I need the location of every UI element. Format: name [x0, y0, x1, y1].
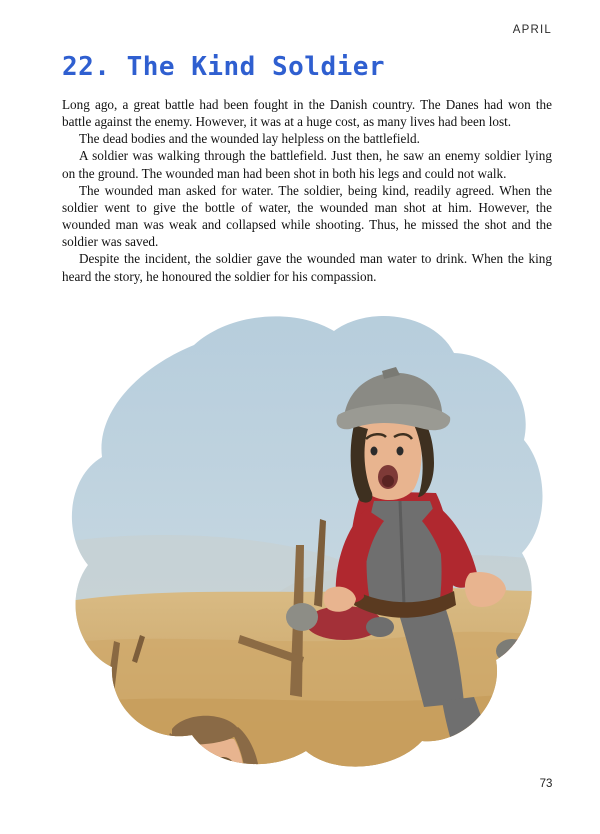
page-title: 22. The Kind Soldier — [62, 52, 386, 82]
paragraph: The dead bodies and the wounded lay helpless on the battlefield. — [79, 131, 420, 147]
kind-soldier-illustration — [44, 305, 560, 775]
paragraph: Long ago, a great battle had been fought in the Danish country. The Danes had won the battle against the enemy. However, it was at a huge cost, as many lives had been lost. — [62, 97, 552, 130]
illustration-container — [44, 305, 556, 775]
story-body — [44, 96, 556, 285]
paragraph: The wounded man asked for water. The soldier, being kind, readily agreed. When the soldier went to give the bottle of water, the wounded man shot at him. However, the wounded man was weak and collapsed while shooting. Thus, he missed the shot and the soldier was saved. — [62, 182, 552, 250]
running-head-month: APRIL — [512, 24, 552, 36]
ground-foreground — [44, 695, 560, 775]
fallen-soldier-background-right — [496, 635, 560, 671]
page-number: 73 — [532, 770, 560, 798]
paragraph: A soldier was walking through the battlefield. Just then, he saw an enemy soldier lying on the ground. The wounded man had been shot in both his legs and could not walk. — [62, 148, 552, 181]
paragraph: Despite the incident, the soldier gave the wounded man water to drink. When the king heard the story, he honoured the soldier for his compassion. — [62, 251, 552, 284]
illustration-scene — [44, 305, 560, 775]
